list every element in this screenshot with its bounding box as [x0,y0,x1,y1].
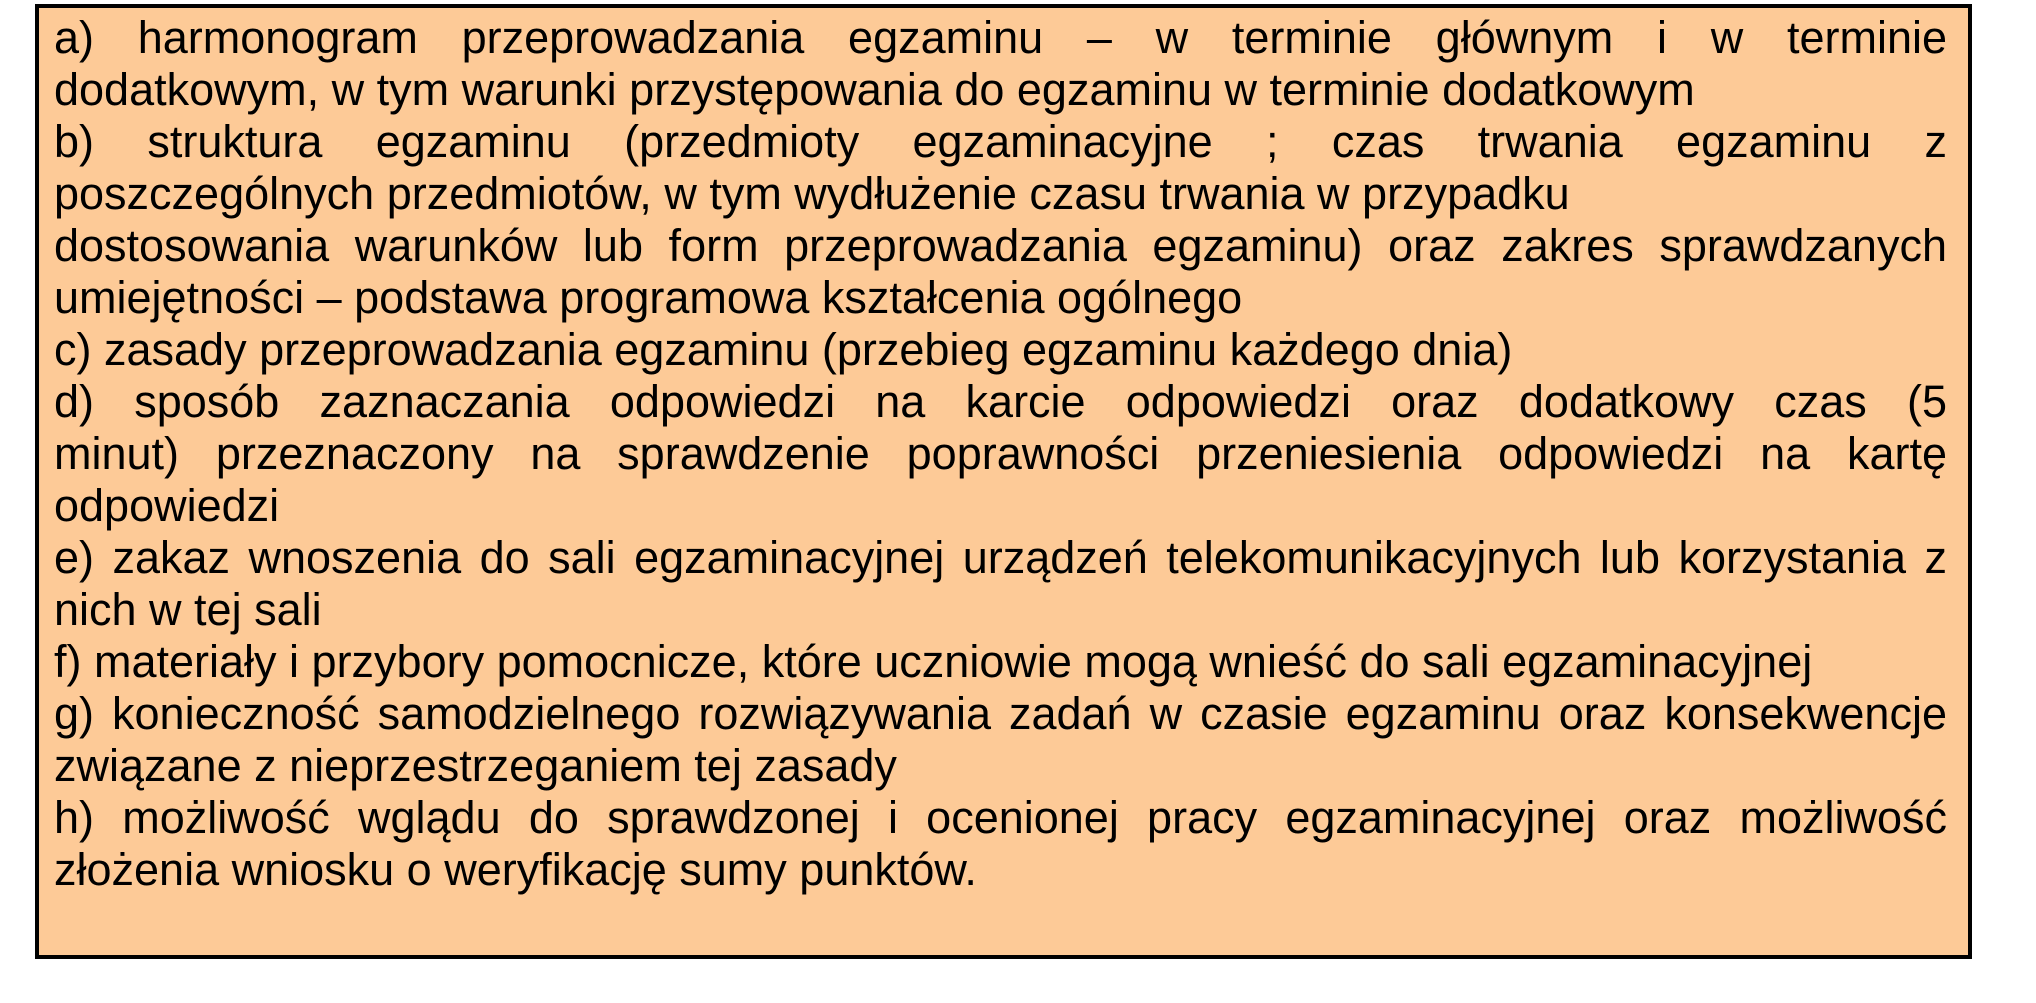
text-line: f) materiały i przybory pomocnicze, które uczniowie mogą wnieść do sali egzaminacyjnej [54,636,1813,687]
text-line: złożenia wniosku o weryfikację sumy punktów. [54,844,977,895]
text-line: e) zakaz wnoszenia do sali egzaminacyjnej urządzeń telekomunikacyjnych lub korzystania z [54,532,1947,583]
text-line: umiejętności – podstawa programowa kształcenia ogólnego [54,272,1243,323]
text-line: poszczególnych przedmiotów, w tym wydłużenie czasu trwania w przypadku [54,168,1570,219]
text-line: minut) przeznaczony na sprawdzenie poprawności przeniesienia odpowiedzi na kartę [54,428,1947,479]
text-line: c) zasady przeprowadzania egzaminu (przebieg egzaminu każdego dnia) [54,324,1513,375]
text-line: d) sposób zaznaczania odpowiedzi na karcie odpowiedzi oraz dodatkowy czas (5 [54,376,1947,427]
text-line: nich w tej sali [54,584,322,635]
text-line: b) struktura egzaminu (przedmioty egzaminacyjne ; czas trwania egzaminu z [54,116,1947,167]
text-line: dostosowania warunków lub form przeprowadzania egzaminu) oraz zakres sprawdzanych [54,220,1947,271]
text-line: h) możliwość wglądu do sprawdzonej i ocenionej pracy egzaminacyjnej oraz możliwość [54,792,1947,843]
highlighted-text-box [35,4,1972,959]
text-line: związane z nieprzestrzeganiem tej zasady [54,740,897,791]
text-line: odpowiedzi [54,480,280,531]
text-line: a) harmonogram przeprowadzania egzaminu – w terminie głównym i w terminie [54,12,1947,63]
text-line: g) konieczność samodzielnego rozwiązywania zadań w czasie egzaminu oraz konsekwencje [54,688,1947,739]
text-line: dodatkowym, w tym warunki przystępowania do egzaminu w terminie dodatkowym [54,64,1695,115]
